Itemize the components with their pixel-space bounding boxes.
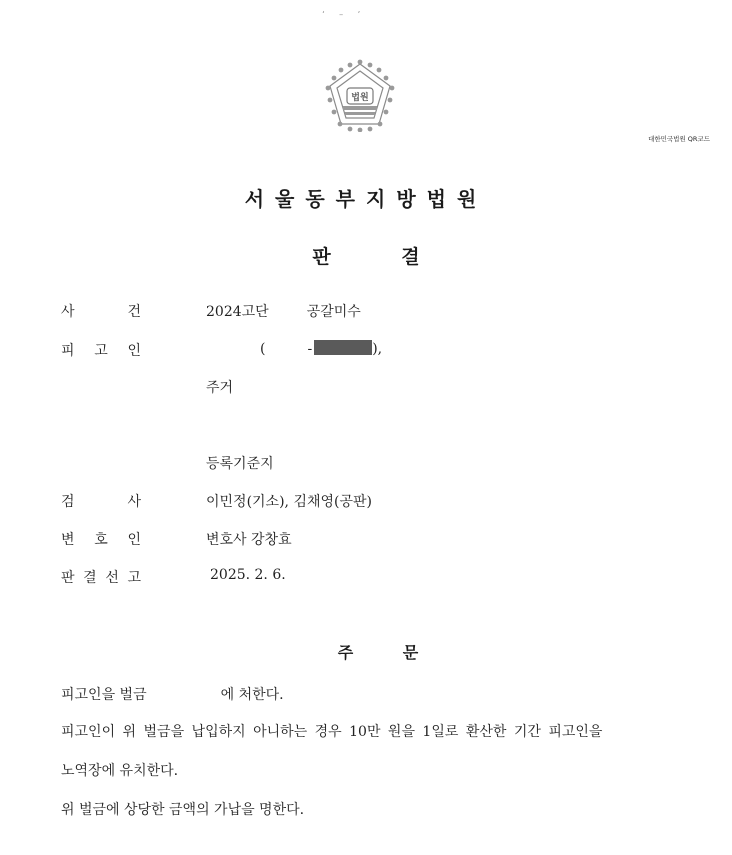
court-emblem-icon <box>322 58 398 132</box>
counsel-value: 변호사 강창효 <box>206 532 292 548</box>
prosecutor-label: 검 사 <box>61 494 141 510</box>
case-name: 공갈미수 <box>306 304 361 320</box>
order-line-2: 피고인이 위 벌금을 납입하지 아니하는 경우 10만 원을 1일로 환산한 기간 피고인을 <box>61 724 603 740</box>
emblem-text: 법원 <box>351 93 369 103</box>
prosecutor-value: 이민정(기소), 김채영(공판) <box>206 494 372 510</box>
address-label: 주거 <box>206 380 234 396</box>
qr-code-label: 대한민국법원 QR코드 <box>648 135 710 143</box>
counsel-label: 변 호 인 <box>61 532 141 548</box>
order-heading: 주 문 <box>337 643 419 662</box>
defendant-label: 피 고 인 <box>61 343 141 359</box>
defendant-value: ( - ), <box>260 341 383 357</box>
case-number: 2024고단 <box>206 304 269 320</box>
case-label: 사 건 <box>61 304 141 320</box>
redaction-block <box>314 340 372 355</box>
order-line-4: 위 벌금에 상당한 금액의 가납을 명한다. <box>61 802 305 818</box>
scan-marks: ‘ – ’ <box>322 10 367 19</box>
order-line-3: 노역장에 유치한다. <box>61 763 179 779</box>
order-line-1: 피고인을 벌금 에 처한다. <box>61 687 284 703</box>
document-type: 판 결 <box>312 246 420 268</box>
registry-label: 등록기준지 <box>206 456 274 472</box>
court-name: 서울동부지방법원 <box>244 187 488 211</box>
verdict-date-label: 판 결 선 고 <box>61 570 141 586</box>
verdict-date-value: 2025. 2. 6. <box>210 567 286 583</box>
case-value <box>206 301 361 321</box>
